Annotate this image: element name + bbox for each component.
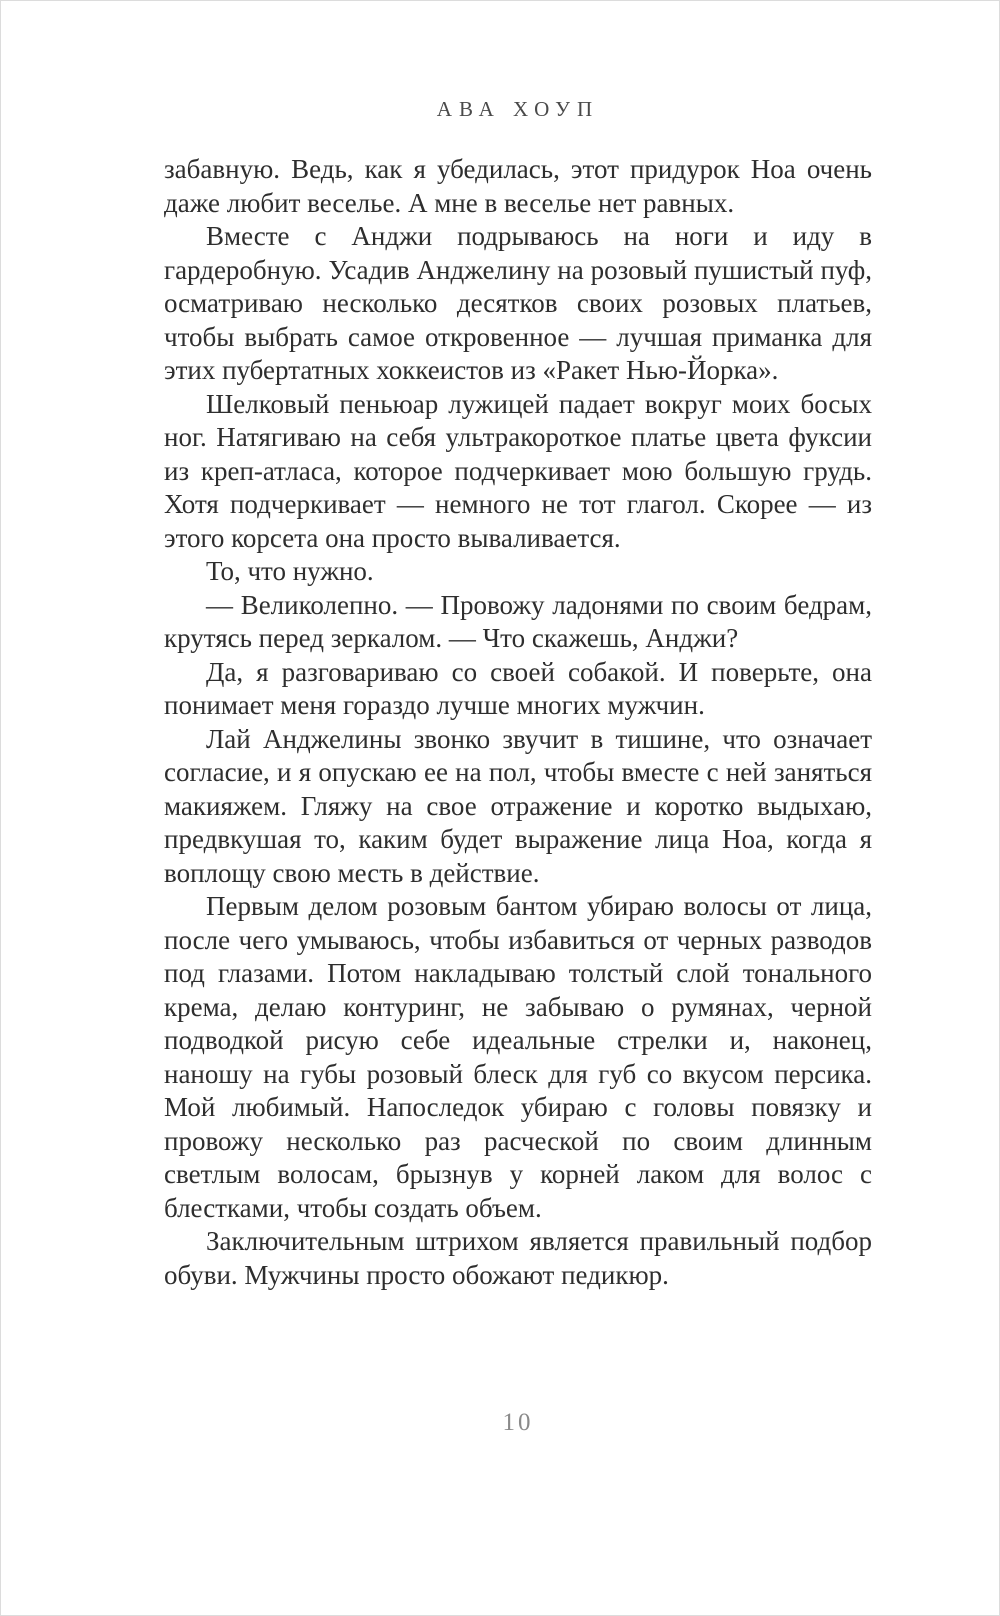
paragraph: Шелковый пеньюар лужицей падает вокруг моих босых ног. Натягиваю на себя ультракороткое платье цвета фуксии из креп-атласа, которое подчеркивает мою большую грудь. Хотя подчеркивает — немного не тот глагол. Скорее — из этого корсета она просто вываливается. (164, 388, 872, 553)
paragraph: Вместе с Анджи подрываюсь на ноги и иду в гардеробную. Усадив Анджелину на розовый пушистый пуф, осматриваю несколько десятков своих розовых платьев, чтобы выбрать самое откровенное — лучшая приманка для этих пубертатных хоккеистов из «Ракет Нью-Йорка». (164, 221, 872, 385)
page-number: 10 (502, 1409, 534, 1436)
paragraph: — Великолепно. — Провожу ладонями по своим бедрам, крутясь перед зеркалом. — Что скажешь, Анджи? (164, 589, 872, 653)
body-text (164, 153, 872, 1292)
running-header: АВА ХОУП (436, 97, 600, 121)
paragraph: Да, я разговариваю со своей собакой. И поверьте, она понимает меня гораздо лучше многих мужчин. (164, 656, 872, 720)
paragraph: Лай Анджелины звонко звучит в тишине, что означает согласие, и я опускаю ее на пол, чтобы вместе с ней заняться макияжем. Гляжу на свое отражение и коротко выдыхаю, предвкушая то, каким будет выражение лица Ноа, когда я воплощу свою месть в действие. (164, 723, 872, 888)
paragraph: Заключительным штрихом является правильный подбор обуви. Мужчины просто обожают педикюр. (164, 1226, 872, 1290)
paragraph: забавную. Ведь, как я убедилась, этот придурок Ноа очень даже любит веселье. А мне в веселье нет равных. (164, 154, 872, 218)
paragraph: То, что нужно. (206, 556, 374, 586)
paragraph: Первым делом розовым бантом убираю волосы от лица, после чего умываюсь, чтобы избавиться от черных разводов под глазами. Потом накладываю толстый слой тонального крема, делаю контуринг, не забываю о румянах, черной подводкой рисую себе идеальные стрелки и, наконец, наношу на губы розовый блеск для губ со вкусом персика. Мой любимый. Напоследок убираю с головы повязку и провожу несколько раз расческой по своим длинным светлым волосам, брызнув у корней лаком для волос с блестками, чтобы создать объем. (164, 891, 872, 1223)
